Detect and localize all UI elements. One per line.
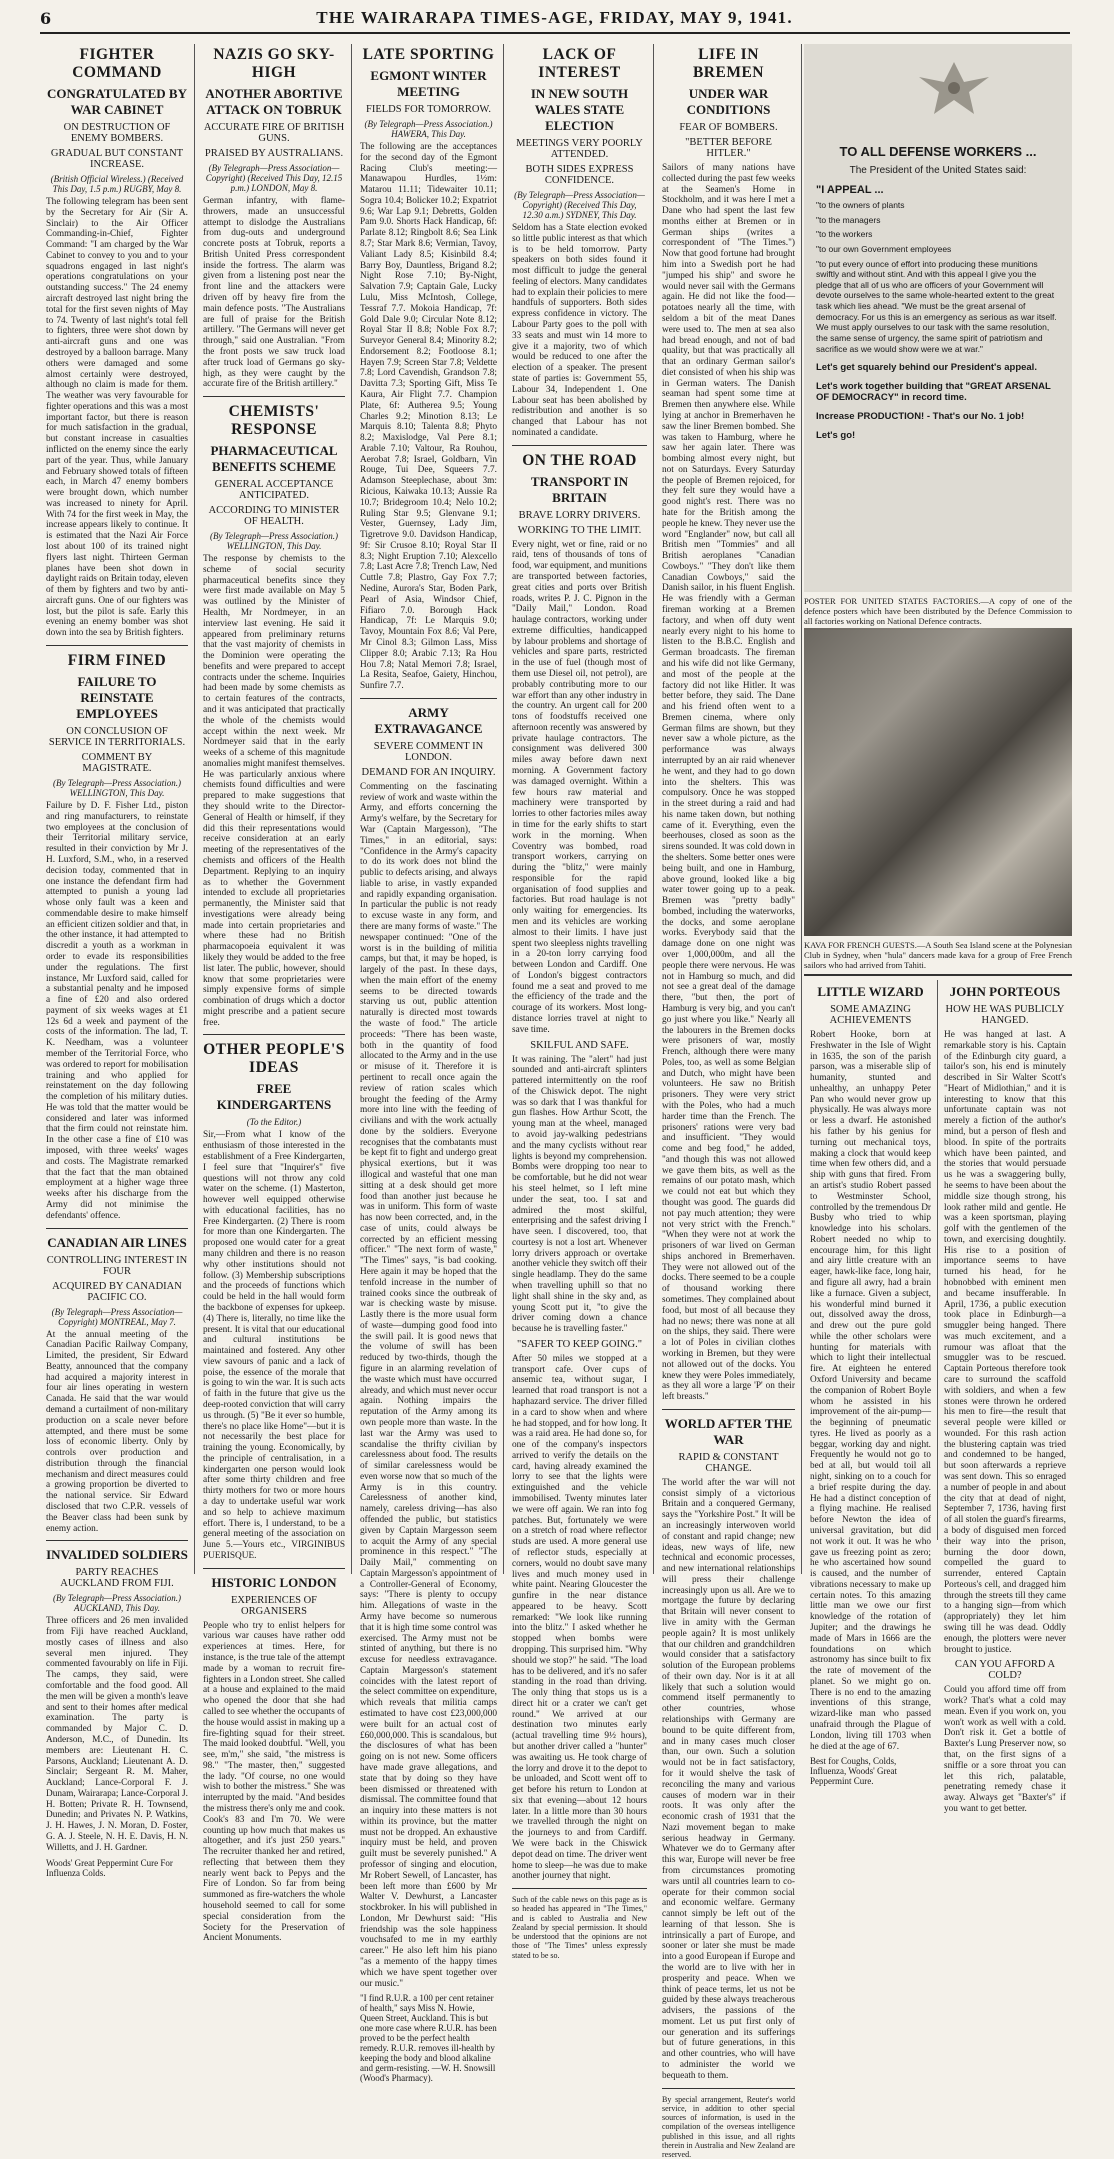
footnote: Such of the cable news on this page as is so headed has appeared in "The Times," and is cabled to Australia and New Zealand by special permission. It should be understood that the opinions are not those of "The Times" unless expressly stated to be so. <box>512 1895 647 1960</box>
byline: (By Telegraph—Press Association—Copyright) MONTREAL, May 7. <box>51 1306 183 1327</box>
poster-appeal: "I APPEAL ... <box>816 184 884 196</box>
article-body: Three officers and 26 men invalided from Fiji have reached Auckland, mostly cases of illness and also several men injured. They commented favourably on life in Fiji. The camps, they said, were comfortable and the food good. All the men will be given a month's leave and sent to their homes after medical examination. The party is commanded by Major C. D. Anderson, M.C., of Dunedin. Its members are: Lieutenant H. C. Parsons, Auckland; Lieutenant A. D. Sinclair; Sergeant R. M. Maher, Auckland; Lance-Corporal F. J. Dunam, Wairarapa; Lance-Corporal J. H. Botten; Private R. H. Townsend, Dunedin; and Privates N. P. Watkins, J. H. Hawes, J. N. Moran, D. Foster, G. A. J. Steele, N. H. E. Davis, H. N. Willetts, and J. H. Gardner. <box>46 1616 188 1853</box>
subheadline: PHARMACEUTICAL BENEFITS SCHEME <box>210 443 338 475</box>
byline: (By Telegraph—Press Association.) HAWERA, This Day. <box>364 119 493 139</box>
headline: CANADIAN AIR LINES <box>47 1234 187 1250</box>
byline: (By Telegraph—Press Association.) WELLINGTON, This Day. <box>210 531 338 552</box>
article-body: The following telegram has been sent by the Secretary for Air (Sir A. Sinclair) to the Air Officer Commanding-in-Chief, Fighter Command: "I am charged by the War Cabinet to convey to you and to your squadrons engaged in last night's operations congratulations on your outstanding success." The 24 enemy aircraft destroyed last night bring the total for the first seven nights of May to 74. Twenty of last night's total fell to fighters, three were shot down by anti-aircraft guns and one was destroyed by a balloon barrage. Many others were damaged and some almost certainly were destroyed, although no claim is made for them. The weather was very favourable for fighter operations and this was a most important factor, but there is reason for much satisfaction in the gradual, but constant increase in casualties inflicted on the enemy since the early part of the year. Thus, while January and February showed totals of fifteen each, in March 47 enemy bombers were brought down, which number was increased to ninety for April. With 74 for the first week in May, the increase appears likely to continue. It is estimated that the Nazi Air Force lost about 100 of its trained night flyers last night. Thirteen German planes have been shot down in daylight raids on Britain today, eleven of them by fighters and two by anti-aircraft guns. One of our fighters was lost, but the pilot is safe. Early this evening an enemy bomber was shot down into the sea by British fighters. <box>46 197 188 639</box>
poster-caption: POSTER FOR UNITED STATES FACTORIES.—A copy of one of the defence posters which have been distributed by the Defence Commission to all factories working on National Defence contracts. <box>804 596 1072 627</box>
headline: CHEMISTS' RESPONSE <box>228 403 320 439</box>
article-body: Seldom has a State election evoked so little public interest as that which is to be held tomorrow. Party speakers on both sides found it most difficult to judge the general feeling of electors. Many candidates had to explain their policies to mere handfuls of supporters. Both sides express confidence in victory. The Labour Party goes to the poll with 33 seats and must win 14 more to give it a majority, two of which would be reduced to one after the election of a speaker. The present state of parties is: Government 55, Labour 34, Independent 1. One Labour seat has been abolished by redistribution and another is so changed that Labour has not nominated a candidate. <box>512 223 648 438</box>
photo-caption: KAVA FOR FRENCH GUESTS.—A South Sea Island scene at the Polynesian Club in Sydney, when "hula" dancers made kava for a group of Free French sailors who had arrived from Tahiti. <box>804 940 1072 971</box>
defense-poster <box>804 44 1072 592</box>
advertisement: Best for Coughs, Colds, Influenza, Woods' Great Peppermint Cure. <box>810 1756 897 1787</box>
headline: ARMY EXTRAVAGANCE <box>374 704 483 736</box>
divider <box>512 1888 647 1889</box>
headline: HISTORIC LONDON <box>211 1574 337 1590</box>
subheadline: IN NEW SOUTH WALES STATE ELECTION <box>530 86 629 133</box>
article-body: Robert Hooke, born at Freshwater in the Isle of Wight in 1635, the son of the parish parson, was a miserable slip of humanity, stunted and unhealthy, an unhappy Peter Pan who would never grow up physically. He was always more or less a dwarf. He astonished his father by his genius for turning out mechanical toys, making a clock that would keep time when few others did, and a ship with guns that fired. From an artist's studio Robert passed to Westminster School, controlled by the tremendous Dr Busby who tried to whip knowledge into his scholars. Robert needed no whip to encourage him, for this light and airy little creature with an eager, hawk-like face, long hair, and figure all awry, had a brain like a furnace. Given a subject, his wonderful mind burned it out, dissolved away the dross, and drew out the pure gold while the other scholars were hunting for materials with which to light their intellectual fire. At eighteen he entered Oxford University and became the companion of Robert Boyle whom he assisted in his improvement of the air-pump—the beginning of pneumatic tyres. He lived as poorly as a beggar, working day and night. Frequently he would not go to bed at all, but would toil all night, sinking on to a couch for a brief respite during the day. He had a distinct conception of a flying machine. He realised before Newton the idea of universal gravitation, but did not work it out. It was he who gave us freezing point as zero; he who ascertained how sound is caused, and the number of vibrations necessary to make up certain notes. To this amazing little man we owe our first knowledge of the rotation of Jupiter; and the drawings he made of Mars in 1666 are the foundations on which astronomy has since built to fix the rate of movement of the planet. So we might go on. There is no end to the amazing inventions of this strange, wizard-like man who passed unafraid through the Plague of London, living till 1703 when he died at the age of 67. <box>810 1030 931 1752</box>
poster-title: TO ALL DEFENSE WORKERS ... <box>839 144 1037 159</box>
headline: WORLD AFTER THE WAR <box>664 1415 793 1447</box>
deck: ACQUIRED BY CANADIAN PACIFIC CO. <box>52 1280 182 1303</box>
headline: LACK OF INTEREST <box>538 46 621 81</box>
divider <box>203 1568 345 1569</box>
deck: ACCORDING TO MINISTER OF HEALTH. <box>208 505 340 528</box>
poster-line: "to the managers <box>816 214 881 225</box>
subheadline: HOW HE WAS PUBLICLY HANGED. <box>945 1004 1065 1026</box>
subheadline: RAPID & CONSTANT CHANGE. <box>678 1451 779 1474</box>
deck: PRAISED BY AUSTRALIANS. <box>204 148 344 159</box>
poster-slogan: Let's go! <box>816 430 856 442</box>
column-fighter-command <box>40 44 195 1878</box>
article-body: The response by chemists to the scheme of social security pharmaceutical benefits since they were first made available on May 5 was outlined by the Minister of Health, Mr Nordmeyer, in an interview last evening. He said it appeared from preliminary returns that the vast majority of chemists in the Dominion were operating the benefits and were prepared to accept contracts under the scheme. Inquiries had been made by some chemists as to certain features of the contracts, and it was anticipated that practically the whole of the chemists would accept within the next week. Mr Nordmeyer said that in the early weeks of a scheme of this magnitude anomalies might manifest themselves. He was particularly anxious where chemists found difficulties and were prepared to make suggestions that they should write to the Director-General of Health or himself, if they did this their representations would receive consideration at an early meeting of the representatives of the chemists and officers of the Health Department. Replying to an inquiry as to whether the Government intended to exclude all proprietaries permanently, the Minister said that investigations were already being made into certain proprietaries and where these had no British pharmacopoeia equivalent it was likely they would be added to the free list later. The public, however, should know that some proprietaries were simply expensive forms of simple combination of drugs which a doctor might prescribe and a patient secure free. <box>203 554 346 1028</box>
headline: LITTLE WIZARD <box>817 984 924 999</box>
deck: WORKING TO THE LIMIT. <box>517 524 642 536</box>
byline: (To the Editor.) <box>246 1117 302 1128</box>
divider <box>203 1034 345 1035</box>
column-life-in-bremen <box>656 44 802 2159</box>
deck: MEETINGS VERY POORLY ATTENDED. <box>516 138 643 160</box>
section-subhead: SKILFUL AND SAFE. <box>530 1039 629 1051</box>
deck: BOTH SIDES EXPRESS CONFIDENCE. <box>525 164 634 186</box>
article-body: Failure by D. F. Fisher Ltd., piston and ring manufacturers, to reinstate two employees at the conclusion of their Territorial military service, resulted in their conviction by Mr J. H. Luxford, S.M., who, in a reserved decision today, commented that in one instance the defendant firm had attempted to punish a young lad whose only fault was a keen and commendable desire to make himself an efficient citizen soldier and that, in the other instance, it had attempted to discredit a youth as a workman in order to evade its responsibilities under the regulations. The first instance, Mr Luxford said, called for a substantial penalty and he imposed a fine of £20 and also ordered payment of six weeks wages at £1 12s 6d a week and payment of the costs of the information. The lad, T. K. Needham, was a volunteer member of the Territorial Force, who was ordered to report for mobilisation training and who applied for reinstatement on the day following the completion of his military duties. He was told that the matter would be considered and later was informed that the firm could not reinstate him. In the other case a fine of £10 was imposed, with three weeks' wages and costs. The Magistrate remarked that the fact that the man obtained employment at a higher wage three weeks after his discharge from the Army did not minimise the defendants' offence. <box>46 801 188 1221</box>
deck: GRADUAL BUT CONSTANT INCREASE. <box>50 148 184 170</box>
divider <box>203 396 345 397</box>
article-body: Could you afford time off from work? That's what a cold may mean. Even if you work on, you won't work as well with a cold. Don't risk it. Get a bottle of Baxter's Lung Preserver now, so that, on the first signs of a sniffle or a sore throat you can let this rich, palatable, penetrating remedy chase it away. Always get "Baxter's" if you want to get better. <box>944 1685 1066 1814</box>
article-body: People who try to enlist helpers for various war causes have rather odd experiences at times. Here, for instance, is the true tale of the attempt made by a woman to recruit fire-fighters in a London street. She called at a house and explained to the maid who opened the door that she had called to see whether the occupants of the house would assist in making up a fire-fighting squad for their street. The maid looked doubtful. "Well, you see, m'm," she said, "the mistress is 98." "The master, then," suggested the lady. "Of course, no one would wish to bother the mistress." She was interrupted by the maid. "And besides the mistress there's only me and cook. Cook's 83 and I'm 70. We were counting up how much that makes us altogether, and it's just 250 years." The recruiter thanked her and retired, reflecting that between them they nearly went back to Pepys and the Fire of London. So far from being summoned as fire-watchers the whole household seemed to call for some special consideration from the Society for the Preservation of Ancient Monuments. <box>203 1620 345 1944</box>
article-body: Every night, wet or fine, raid or no raid, tens of thousands of tons of food, war equipment, and munitions are transported between factories, great cities and ports over British roads, writes P. J. C. Pignon in the "Daily Mail," London. Road haulage contractors, working under extreme difficulties, handicapped by labour problems and shortage of vehicles and spare parts, restricted in the use of fuel (though most of them use Diesel oil, not petrol), are probably contributing more to our war effort than any other industry in the country. An urgent call for 200 tons of foodstuffs received one afternoon recently was answered by private haulage contractors. The consignment was delivered 300 miles away before dawn next morning. A Government factory was damaged overnight. Within a few hours raw material and machinery were transported by lorries to other factories miles away in time for the early shifts to start work in the morning. When Coventry was bombed, road transport workers, carrying on during the "blitz," were mainly responsible for the rapid organisation of food supplies and factories. But road haulage is not only waiting for emergencies. Its men and its vehicles are working almost to their limits. I have just spent two sleepless nights travelling in a 20-ton lorry carrying food between London and Cardiff. One of London's biggest contractors found me a seat and proved to me the efficiency of the trade and the courage of its workers. Most long-distance lorries travel at night to save time. <box>512 539 647 1035</box>
poster-slogan: Let's work together building that "GREAT ARSENAL OF DEMOCRACY" in record time. <box>816 381 1051 404</box>
article-body: He was hanged at last. A remarkable story is his. Captain of the Edinburgh city guard, a tailor's son, his end is minutely described in Sir Walter Scott's "Heart of Midlothian," and it is interesting to know that this unfortunate captain was not merely a fiction of the author's mind, but a person of flesh and blood. In spite of the portraits which have been painted, and the stories that would persuade us he was a swaggering bully, he seems to have been about the middle size though strong, his look rather mild and gentle. He was a keen sportsman, playing golf with the gentlemen of the town, and exercising doughtily. His rise to a position of importance seems to have turned his head, for he hobnobbed with eminent men and became insufferable. In April, 1736, a public execution took place in Edinburgh—a smuggler being hanged. There was much excitement, and a rumour was afloat that the smuggler was to be rescued. Captain Porteous therefore took care to surround the scaffold with soldiers, and when a few stones were thrown he ordered his men to fire—the result that several people were killed or wounded. For this rash action the blustering captain was tried and condemned to be hanged, but soon afterwards a reprieve was sent down. This so enraged a number of people in and about the city that at dead of night, September 7, 1736, having first of all stolen the guard's firearms, a body of disguised men forced their way into the prison, burning the door down, compelled the guard to surrender, entered Captain Porteous's cell, and dragged him through the streets till they came to a hanging sign—from which (appropriately) they let him swing till he was dead. Oddly enough, the plotters were never brought to justice. <box>944 1030 1066 1655</box>
deck: FEAR OF BOMBERS. <box>679 122 778 133</box>
article-body: Sir,—From what I know of the enthusiasm of those interested in the establishment of a Free Kindergarten, I feel sure that "Inquirer's" five questions will not throw any cold water on the scheme. (1) Masterton, however well equipped otherwise with educational facilities, has no Free Kindergarten. (2) There is room for more than one Kindergarten. The proposed one would cater for a great many children and there is no reason why other institutions should not follow. (3) Membership subscriptions and the proceeds of functions which could be held in the hall would form the backbone of expenses for upkeep. (4) There is, literally, no time like the present. It is vital that our educational and cultural institutions be maintained and fostered. Any other view savours of panic and a lack of poise, the essence of the morale that is going to win the war. It is such acts of faith in the future that give us the deep-rooted conviction that will carry us through. (5) "Be it ever so humble, there's no place like Home"—but it is not necessarily the best place for training the young. Economically, by the principle of centralisation, in a kindergarten one person would look after some thirty children and free thirty mothers for two or more hours a day to undertake useful war work and so help to achieve maximum effort. There is, I understand, to be a general meeting of the association on June 5.—Yours etc., VIRGINIBUS PUERISQUE. <box>203 1130 345 1561</box>
column-little-wizard <box>804 980 938 1787</box>
deck: BRAVE LORRY DRIVERS. <box>518 509 641 521</box>
masthead <box>40 4 1070 34</box>
headline: ON THE ROAD <box>522 451 637 469</box>
divider <box>360 698 497 699</box>
poster-slogan: Let's get squarely behind our President's appeal. <box>816 362 1037 374</box>
headline: NAZIS GO SKY-HIGH <box>213 46 335 81</box>
subheadline: SEVERE COMMENT IN LONDON. <box>373 740 484 763</box>
deck: GENERAL ACCEPTANCE ANTICIPATED. <box>214 479 334 502</box>
article-body: After 50 miles we stopped at a transport cafe. Over cups of ansemic tea, without sugar, I learned that road transport is not a haphazard service. The driver filled in a card to show when and where he had stopped, and for how long. It was a raid area. He had done so, for one of the company's inspectors arrived to verify the details on the card, having already examined the lorry to see that the lights were extinguished and the vehicle immobilised. Twenty minutes later we were off again. We ran into fog patches. But, fortunately we were on a stretch of road where reflector studs are used. A more general use of reflector studs, especially at corners, would no doubt save many lives and much money used in white paint. Nearing Gloucester the gunfire in the near distance appeared to be heavy. Scott remarked: "We look like running into the blitz." I asked whether he stopped when bombs were dropping. This surprised him. "Why should we stop?" he said. "The load has to be delivered, and it's no safer standing in the road than driving. The only thing that stops us is a direct hit or a crater we can't get round." We arrived at our destination two minutes early (actual travelling time 9½ hours), but another driver called a "hunter" was awaiting us. He took charge of the lorry and drove it to the depot to be unloaded, and Scott went off to get before his return to London at six that evening—about 12 hours later. In a little more than 30 hours we travelled through the night on the journeys to and from Cardiff. We were back in the Chiswick depot dead on time. The driver went home to sleep—he was due to make another journey that night. <box>512 1353 647 1882</box>
byline: (By Telegraph—Press Association—Copyright) (Received This Day, 12.30 a.m.) SYDNEY, This Day. <box>514 190 645 220</box>
poster-subtitle: The President of the United States said: <box>849 165 1027 176</box>
byline: (By Telegraph—Press Association—Copyright) (Received This Day, 12.15 p.m.) LONDON, May 8. <box>205 163 343 193</box>
deck: FIELDS FOR TOMORROW. <box>366 104 491 115</box>
subheadline: PARTY REACHES AUCKLAND FROM FIJI. <box>60 1567 174 1590</box>
subheadline: CONGRATULATED BY WAR CABINET <box>46 86 187 117</box>
headline: OTHER PEOPLE'S IDEAS <box>203 1041 345 1077</box>
divider <box>662 1409 795 1410</box>
deck: "BETTER BEFORE HITLER." <box>685 137 772 159</box>
advertisement: Woods' Great Peppermint Cure For Influenza Colds. <box>46 1857 173 1878</box>
poster-line: "to the owners of plants <box>816 200 905 210</box>
article-body: At the annual meeting of the Canadian Pacific Railway Company, Limited, the president, Sir Edward Beatty, announced that the company had acquired a majority interest in four air lines operating in western Canada. He said that the war would demand a curtailment of non-military production on a scale never before attempted, and there must be some loss of economic liberty. Only by controls over production and distribution through the financial mechanism and direct measures could a growing proportion be diverted to the national service. Sir Edward disclosed that two C.P.R. vessels of the Beaver class had been sunk by enemy action. <box>46 1329 188 1534</box>
column-lack-of-interest <box>506 44 654 1960</box>
section-subhead: CAN YOU AFFORD A COLD? <box>954 1659 1056 1682</box>
article-body: German infantry, with flame-throwers, made an unsuccessful attempt to dislodge the Australians from dug-outs and underground concrete posts at Tobruk, reports a British United Press correspondent inside the fortress. The alarm was given from a listening post near the front line and the attackers were driven off by heavy fire from the main defence posts. "The Australians are full of praise for the British artillery. "The Germans will never get through," said one Australian. "From the front posts we saw truck load after truck load of Germans go sky-high, as they were caught by the accurate fire of the British artillery." <box>203 196 345 390</box>
footnote: By special arrangement, Reuter's world service, in addition to other special sources of information, is used in the compilation of the overseas intelligence published in this issue, and all rights therein in Australia and New Zealand are reserved. <box>662 2094 795 2159</box>
headline: FIRM FINED <box>67 652 167 670</box>
advertisement: "I find R.U.R. a 100 per cent retainer of health," says Miss N. Howie, Queen Street, Auckland. This is but one more case where R.U.R. has been proved to be the perfect health remedy. R.U.R. removes ill-health by keeping the body and blood alkaline and germ-resisting. —W. H. Snowsill (Wood's Pharmacy). <box>360 1993 497 2084</box>
column-late-sporting <box>354 44 504 2084</box>
eagle-icon <box>914 52 994 122</box>
subheadline: EGMONT WINTER MEETING <box>370 68 487 99</box>
poster-text: "to put every ounce of effort into producing these munitions swiftly and without stint. And with this appeal I give you the pledge that all of us who are officers of your Government will devote ourselves to the same whole-hearted extent to the great task which lies ahead. "We must be the great arsenal of democracy. For us this is an emergency as serious as war itself. We must apply ourselves to our task with the same resolution, the same sense of urgency, the same spirit of patriotism and sacrifice as we would show were we at war." <box>816 258 1057 354</box>
divider <box>662 2088 795 2089</box>
column-john-porteous <box>938 980 1072 1814</box>
article-body: It was raining. The "alert" had just sounded and anti-aircraft splinters pattered intermittently on the roof of the Chiswick depot. The night was so dark that I was thankful for gun flashes. How Arthur Scott, the young man at the wheel, managed to avoid jay-walking pedestrians and the many cyclists without rear lights is beyond my comprehension. Bombs were dropping too near to be comfortable, but he did not wear his steel helmet, so I left mine under the seat, too. I sat and admired the most skilful, enterprising and the safest driving I have seen. I discovered, too, that courtesy is not a lost art. Whenever lorry drivers approach or overtake another vehicle they switch off their single headlamp. They do the same when travelling uphill so that no light shall shine in the sky and, as young Scott put it, "to give the driver coming down a chance because he is travelling faster." <box>512 1054 647 1335</box>
article-body: Sailors of many nations have collected during the past few weeks at the Seamen's Home in Stockholm, and it was here I met a Dane who had spent the last few months either at Bremen or in German ships (writes a correspondent of "The Times.") Now that good fortune had brought him into a Swedish port he had "jumped his ship" and swore he would never sail with the Germans again. He did not like the food—potatoes nearly all the time, with seldom a bit of the meat Danes were used to. The men at sea also had bread enough, and not of bad quality, but that was practically all that an ordinary German sailor's diet consisted of when his ship was in German waters. The Danish seaman had spent some time at Bremen then anywhere else. While lying at anchor in Bremerhaven he saw the liner Bremen bombed. She was taken to Hamburg, where he saw her again later. There was bombing almost every night, but not on Saturdays. Every Saturday the people of Bremen rejoiced, for they felt sure they would have a good night's rest. There was no hate for the British among the people he knew. They never use the word "Englander" now, but call all British men "Tommies" and all British aeroplanes "Canadian Cowboys." "They don't like them Canadian Cowboys," said the Danish sailor, in his fluent English. He was friendly with a German fireman working at a Bremen factory, and when off duty went nearly every night to his home to listen to the B.B.C. English and German broadcasts. The fireman and his wife did not like Germany, and most of the people at the factory did not like Hitler. It was better before, they said. The Dane and his friend often went to a Bremen cinema, where only German films are shown, but they never saw a whole picture, as the performance was always interrupted by an air raid whenever he went, and they had to go down into the shelters. This was compulsory. Once he was stopped in the street during a raid and had his name taken down, but nothing came of it. Everything, even the beerhouses, closed as soon as the sirens sounded. It was cold down in the shelters. Some better ones were being built, and one in Hamburg, above ground, looked like a big water tower going up to a peak. Bremen was "pretty badly" bombed, including the waterworks, the docks, and some aeroplane works. Everybody said that the damage done on one night was over 1,000,000m, and all the people there were nervous. He was not in Hamburg so much, and did not see a great deal of the damage there, "but then, the port of Hamburg is very big, and you can't go just where you like." Nearly all the labourers in the Bremen docks were prisoners of war, mostly French, although there were many Poles, too, as well as some Belgian and Dutch, who might have been volunteers. He saw no British prisoners. They were very strict with the Poles, who had a much harder time than the French. The prisoners' rations were very bad and insufficient. "They would come and beg food," he added, "and though this was not allowed we gave them bits, as well as the remains of our potato mash, which we could not eat but which they thought was good. The guards did not pay much attention; they were not very strict with the French." "When they were not at work the prisoners of war lived on German ships anchored in Bremerhaven. They were not allowed out of the docks. There seemed to be a couple of thousand working there sometimes. They complained about food, but most of all because they had no news; there was none at all on the ships, they said. There were a lot of Poles in civilian clothes working in Bremen, but they were not allowed out of the docks. You knew they were Poles immediately, as they all wore a large 'P' on their left breasts." <box>662 163 795 1403</box>
byline: (By Telegraph—Press Association.) AUCKLAND, This Day. <box>53 1593 181 1614</box>
poster-slogan: Increase PRODUCTION! - That's our No. 1 job! <box>816 411 1025 423</box>
divider <box>512 445 647 446</box>
page-number: 6 <box>40 8 52 28</box>
subheadline: FREE KINDERGARTENS <box>216 1081 332 1113</box>
headline: FIGHTER COMMAND <box>72 46 162 81</box>
divider <box>46 1228 188 1229</box>
poster-line: "to our own Government employees <box>816 243 952 254</box>
masthead-title: THE WAIRARAPA TIMES-AGE, FRIDAY, MAY 9, 1941. <box>316 8 793 27</box>
headline: LIFE IN BREMEN <box>692 46 765 81</box>
subheadline: SOME AMAZING ACHIEVEMENTS <box>829 1004 912 1026</box>
subheadline: TRANSPORT IN BRITAIN <box>530 473 629 505</box>
byline: (British Official Wireless.) (Received This Day, 1.5 p.m.) RUGBY, May 8. <box>50 174 184 194</box>
poster-line: "to the workers <box>816 229 873 240</box>
article-body: Commenting on the fascinating review of work and waste within the Army, and efforts concerning the Army's welfare, by the Secretary for War (Captain Margesson), "The Times," in an editorial, says: "Confidence in the Army's capacity to do its work does not blind the public to defects arising, and always liable to arise, in vastly expanded and rapidly expanding organisation. In particular the public is not ready to excuse waste in any form, and there are many forms of waste." The newspaper continued: "One of the worst is in the building of militia camps, but that, it may be hoped, is largely of the past. In these days, when the main effort of the enemy seems to be directed towards starving us out, public attention naturally is directed most towards the waste of food." The article proceeds: "There has been waste, both in the quantity of food allocated to the Army and in the use or misuse of it. Therefore it is pertinent to recall once again the review of ration scales which brought the feeding of the Army more into line with the feeding of civilians and with the work actually done by the soldiers. Everyone recognises that the combatants must be kept fit to fight and undergo great physical exertions, but it was illogical and wasteful that one man sitting at a desk should get more food than another just because he was in uniform. This form of waste has now been corrected, and, in the case of units, could always be corrected by an efficient messing officer." "The next form of waste," "The Times" says, "is bad cooking. Here again it may be hoped that the tenfold increase in the number of trained cooks since the outbreak of war is checking waste by misuse. Lastly there is the more usual form of waste—dumping good food into the swill pail. It is good news that the volume of swill has been reduced by two-thirds, though the figure in an alarming revelation of the waste which must have occurred already, and which must never occur again. Nothing impairs the reputation of the Army among its own people more than waste. In the last war the Army was used to scandalise the thrifty civilian by carelessness about food. The results of similar carelessness would be even worse now that so much of the Army is in this country. Carelessness of another kind, namely, careless driving—has also offended the public, but statistics given by Captain Margesson seem to acquit the Army of any special prominence in this respect." "The Daily Mail," commenting on Captain Margesson's appointment of a Controller-General of Economy, says: "There is plenty to occupy him. Allegations of waste in the Army have become so numerous that it is high time some control was exercised. The Army must not be stinted of anything, but there is no excuse for needless extravagance. Captain Margesson's statement coincides with the latest report of the select committee on expenditure, which reveals that militia camps estimated to have cost £23,000,000 were built for an actual cost of £60,000,000. This is scandalous, but the disclosures of what has been going on is not new. Some officers have made grave allegations, and state that by doing so they have been dismissed or threatened with dismissal. The committee found that an inquiry into these matters is not within its province, but the matter must not be dropped. An exhaustive inquiry must be held, and proven guilt must be severely punished." A professor of singing and elocution, Mr Robert Sewell, of Lancaster, has been left more than £600 by Mr Walter V. Dewhurst, a Lancaster stockbroker. In his will published in London, Mr Dewhurst said: "His friendship was the sole happiness vouchsafed to me in my earthly career." He also left him his piano "as a memento of the happy times which we have spent together over our music." <box>360 781 497 1989</box>
divider <box>46 1540 188 1541</box>
deck: ON CONCLUSION OF SERVICE IN TERRITORIALS. <box>48 726 186 749</box>
subheadline: CONTROLLING INTEREST IN FOUR <box>46 1254 188 1277</box>
deck: ON DESTRUCTION OF ENEMY BOMBERS. <box>63 122 171 144</box>
subheadline: UNDER WAR CONDITIONS <box>686 86 771 117</box>
headline: LATE SPORTING <box>362 46 495 63</box>
subheadline: FAILURE TO REINSTATE EMPLOYEES <box>76 674 158 722</box>
column-nazis-sky-high <box>197 44 352 1944</box>
subheadline: EXPERIENCES OF ORGANISERS <box>230 1594 318 1617</box>
byline: (By Telegraph—Press Association.) WELLINGTON, This Day. <box>53 778 181 799</box>
divider <box>804 974 1072 976</box>
deck: COMMENT BY MAGISTRATE. <box>81 752 153 775</box>
article-body: The following are the acceptances for the second day of the Egmont Racing Club's meeting:— Manawapou Hurdles, 1½m: Matarou 11.11; Tidewaiter 10.11; Sogra 10.4; Bolicker 10.2; Expatriot 9.6; War Lap 9.1; Debretts, Golden Pam 9.0. Shorts Hack Handicap, 6f: Parlate 8.12; Ringbolt 8.6; Sea Link 8.7; Star Mark 8.6; Vermian, Tavoy, Valiant Lady 8.5; Kisinbild 8.4; Barry Boy, Dauntless, Brigand 8.2; Night Rose 7.10; By-Night, Salvation 7.9; Captain Gale, Lucky Lulu, Miss McIntosh, College, Tessraf 7.7. Mokoia Handicap, 7f: Gold Dale 9.0; Circular Note 8.12; Royal Star II 8.8; Noble Fox 8.7; Surveyor General 8.4; Minority 8.2; Endorsement 8.2; Footloose 8.1; Hayen 7.9; Screen Star 7.8; Veldette 7.8; Lord Cavendish, Grandson 7.8; Davitta 7.3; Sporting Gift, Miss Te Kaura, Air Flight 7.7. Champion Plate, 6f: Autherea 9.5; Young Charles 9.2; Minotion 8.13; Le Marquis 8.10; Talenta 8.8; Phyto 8.2; Maxislodge, Val Pere 8.1; Arable 7.10; Valtour, Ra Rouhou, Aerobat 7.8; Israel, Goldbarn, Vin Rouge, Tui Dee, Squeers 7.7. Adamson Steeplechase, about 3m: Ricious, Kaiwaka 10.13; Aussie Ra 10.7; Bridegroom 10.4; Nelo 10.2; Ruling Star 9.5; Glenvane 9.1; Vester, Guernsey, Lady Jim, Tigretrove 9.0. Davidson Handicap, 9f: Sir Crusoe 8.10; Royal Star II 8.3; Night Eruption 7.10; Alexcello 7.8; Last Acre 7.8; Trench Law, Ned Cuttle 7.8; Plastro, Gay Fox 7.7; Nedine, Aurora's Star, Boden Park, Pearl of Asia, Windsor Chief, Fifiaro 7.0. Borough Hack Handicap, 7f: Le Marquis 9.0; Tavoy, Mountain Fox 8.6; Val Pere, Mr Cinol 8.3; Gilmon Lass, Miss Clipper 8.0; Arabic 7.13; Ra Hou Hou 7.8; Natal Memori 7.8; Israel, La Resita, Seafoe, Gaiety, Hinchou, Sunfire 7.7. <box>360 142 497 692</box>
kava-photo <box>804 628 1072 936</box>
headline: JOHN PORTEOUS <box>949 984 1061 999</box>
subheadline: ANOTHER ABORTIVE ATTACK ON TOBRUK <box>205 86 343 117</box>
deck: DEMAND FOR AN INQUIRY. <box>361 766 496 778</box>
article-body: The world after the war will not consist simply of a victorious Britain and a conquered Germany, says the "Yorkshire Post." It will be an increasingly interwoven world of constant and rapid change; new ideas, new ways of life, new technical and economic processes, and new international relationships will press their challenge increasingly upon us all. Are we to mortgage the future by declaring that Britain will never consent to live in amity with the German people again? It is most unlikely that our children and grandchildren would consider that a satisfactory solution of the European problems of their own day. Nor is it at all likely that such a solution would commend itself permanently to other countries, whose relationships with Germany are bound to be quite different from, and in many cases much closer than, our own. Such a solution would not be in fact satisfactory, for it would shelve the task of reconciling the many and various causes of modern war in their roots. It was only after the economic crash of 1931 that the Nazi movement began to make serious headway in Germany. Whatever we do to Germany after this war, Europe will never be free from circumstances promoting wars until all countries learn to co-operate for their common social and economic welfare. Germany cannot simply be left out of the learning of that lesson. She is intrinsically a part of Europe, and sooner or later she must be made into a good European if Europe and the world are to live with her in prosperity and peace. When we think of peace terms, let us not be guided by these always treacherous advisers, the passions of the moment. Let us put first only of our generation and its sufferings but of future generations, in this and other countries, who will have to administer the world we bequeath to them. <box>662 1477 795 2081</box>
headline: INVALIDED SOLDIERS <box>46 1547 188 1563</box>
section-subhead: "SAFER TO KEEP GOING." <box>516 1338 643 1350</box>
divider <box>46 645 188 646</box>
deck: ACCURATE FIRE OF BRITISH GUNS. <box>203 122 345 144</box>
